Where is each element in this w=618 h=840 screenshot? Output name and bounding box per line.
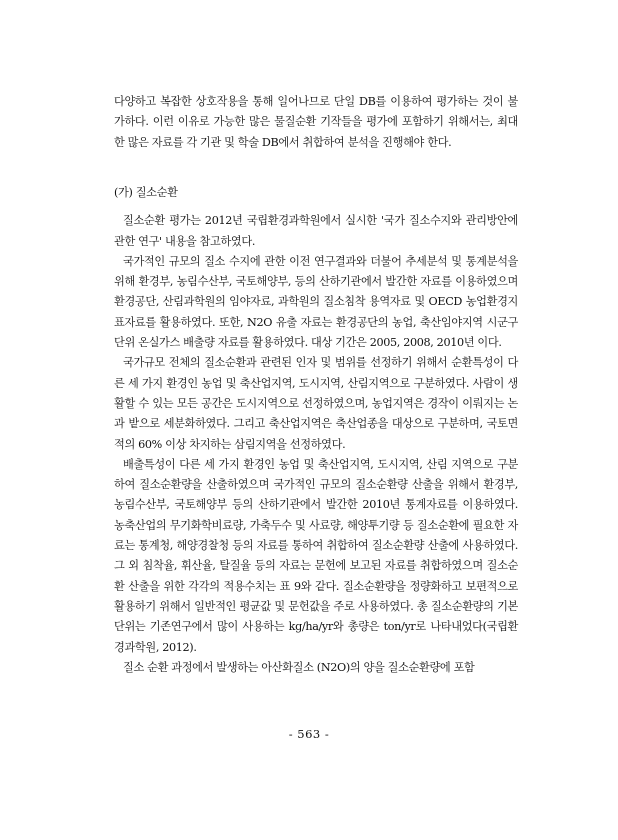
- paragraph-regions: 국가규모 전체의 질소순환과 관련된 인자 및 범위를 선정하기 위해서 순환특성이 다른 세 가지 환경인 농업 및 축산업지역, 도시지역, 산림지역으로 구분하였다. 사람이 생활할 수 있는 모든 공간은 도시지역으로 선정하였으며, 농업지역은 경작이 이뤄지는 논과 밭으로 세분화하였다. 그리고 축산업지역은 축산업종을 대상으로 구분하며, 국토면적의 60% 이상 차지하는 삼림지역을 선정하였다.: [114, 356, 518, 451]
- paragraph-intro: 질소순환 평가는 2012년 국립환경과학원에서 실시한 '국가 질소수지와 관리방안에 관한 연구' 내용을 참고하였다.: [114, 214, 518, 248]
- page-number: - 563 -: [288, 727, 330, 741]
- paragraph-continuation: 다양하고 복잡한 상호작용을 통해 일어나므로 단일 DB를 이용하여 평가하는 것이 불가하다. 이런 이유로 가능한 많은 물질순환 기작들을 평가에 포함하기 위해서는, 최대한 많은 자료를 각 기관 및 학술 DB에서 취합하여 분석을 진행해야 한다.: [114, 95, 518, 149]
- paragraph-calculation: 배출특성이 다른 세 가지 환경인 농업 및 축산업지역, 도시지역, 산림 지역으로 구분하여 질소순환량을 산출하였으며 국가적인 규모의 질소순환량 산출을 위해서 환경부, 농림수산부, 국토해양부 등의 산하기관에서 발간한 2010년 통계자료를 이용하였다. 농축산업의 무기화학비료량, 가축두수 및 사료량, 해양투기량 등 질소순환에 필요한 자료는 통계청, 해양경찰청 등의 자료를 통하여 취합하여 질소순환량 산출에 사용하였다. 그 외 침착율, 휘산율, 탈질율 등의 자료는 문헌에 보고된 자료를 취합하였으며 질소순환 산출을 위한 각각의 적용수치는 표 9와 같다. 질소순환량을 정량화하고 보편적으로 활용하기 위해서 일반적인 평균값 및 문헌값을 주로 사용하였다. 총 질소순환량의 기본 단위는 기존연구에서 많이 사용하는 kg/ha/yr와 총량은 ton/yr로 나타내었다(국립환경과학원, 2012).: [114, 457, 518, 654]
- body-text-upper: [114, 92, 518, 153]
- body-text-section: [114, 183, 518, 678]
- paragraph-data-sources: 국가적인 규모의 질소 수지에 관한 이전 연구결과와 더불어 추세분석 및 통계분석을 위해 환경부, 농림수산부, 국토해양부, 등의 산하기관에서 발간한 자료를 이용하였으며 환경공단, 산림과학원의 임야자료, 과학원의 질소침착 용역자료 및 OECD 농업환경지표자료를 활용하였다. 또한, N2O 유출 자료는 환경공단의 농업, 축산임야지역 시군구 단위 온실가스 배출량 자료를 활용하였다. 대상 기간은 2005, 2008, 2010년 이다.: [114, 254, 518, 350]
- paragraph-n2o: 질소 순환 과정에서 발생하는 아산화질소 (N2O)의 양을 질소순환량에 포함: [123, 660, 475, 674]
- section-heading: (가) 질소순환: [114, 186, 178, 199]
